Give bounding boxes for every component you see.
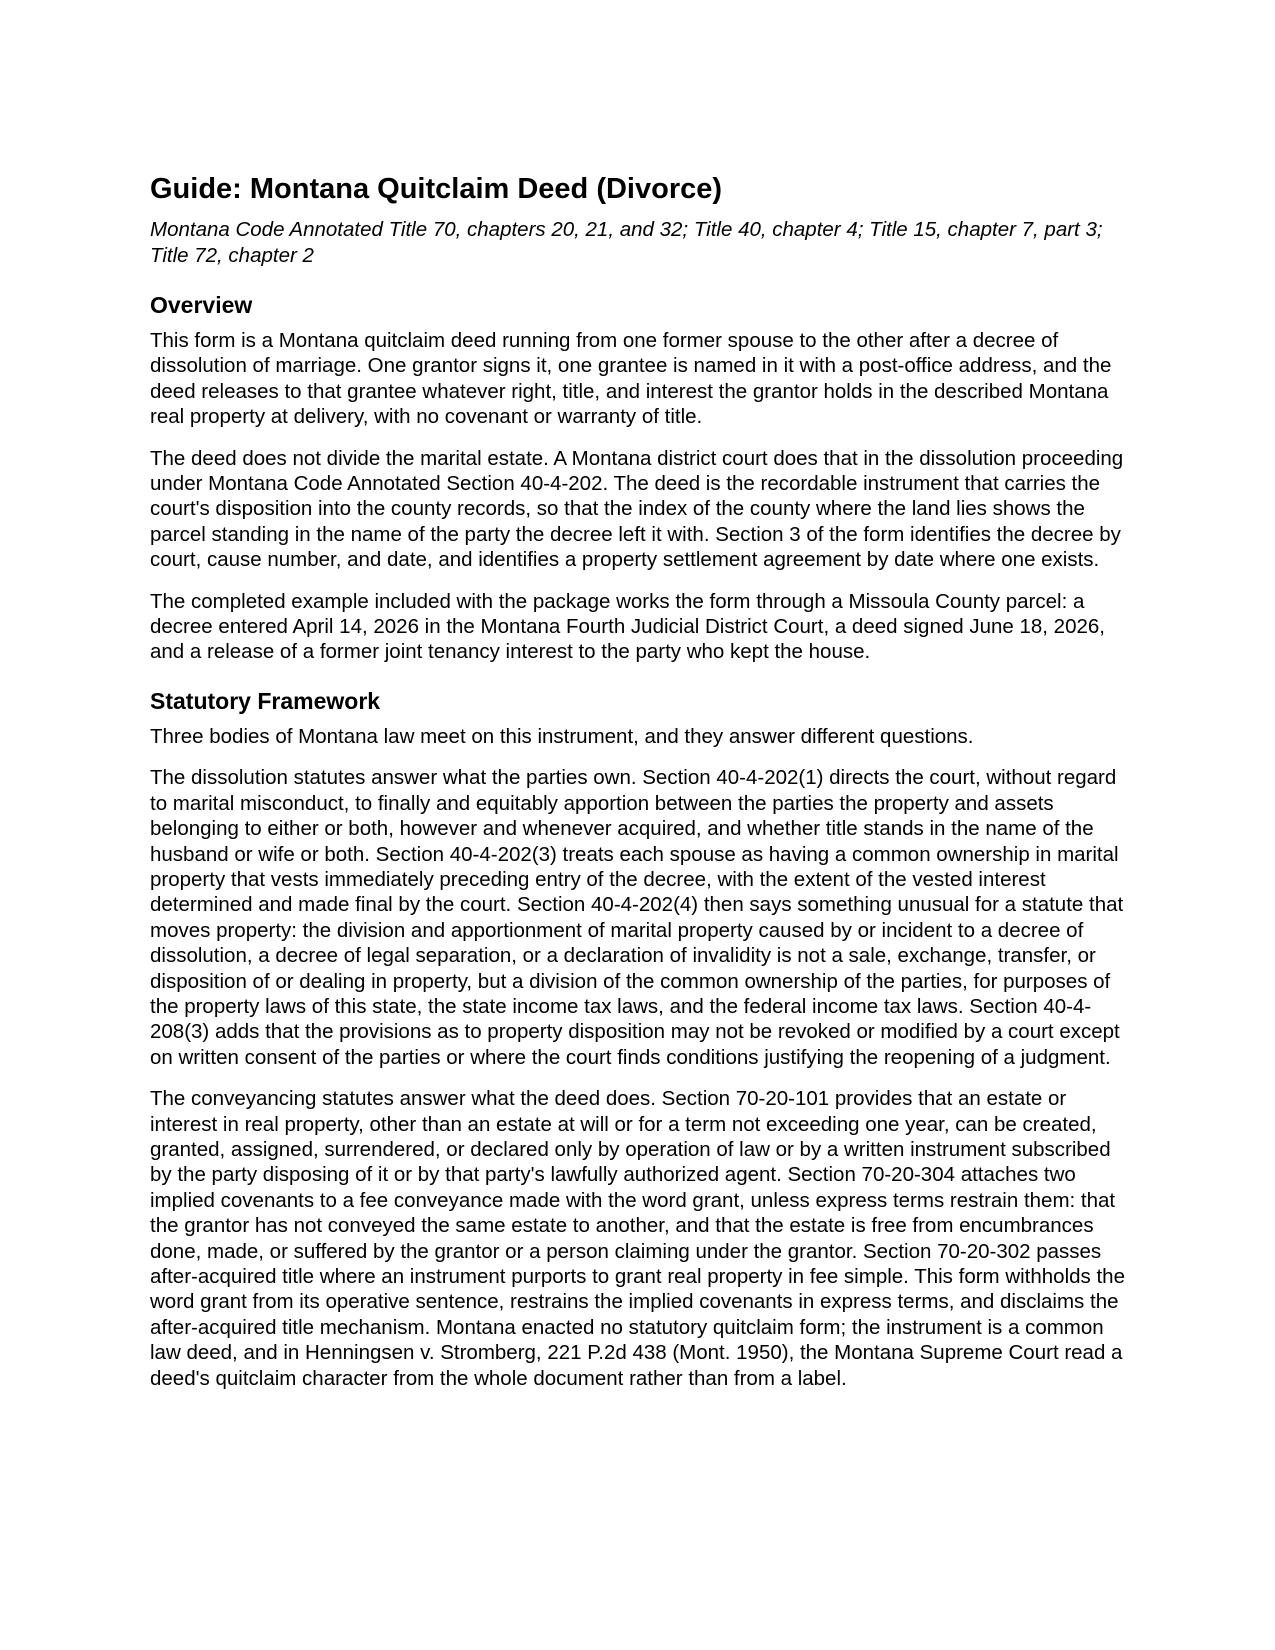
overview-paragraph-3: The completed example included with the package works the form through a Missoula County parcel: a decree entered April 14, 2026 in the Montana Fourth Judicial District Court, a deed signed June 18, 2026, and a release of a former joint tenancy interest to the party who kept the house. <box>150 589 1105 664</box>
overview-section <box>150 291 1130 665</box>
statutory-framework-paragraph-3: The conveyancing statutes answer what the deed does. Section 70-20-101 provides that an estate or interest in real property, other than an estate at will or for a term not exceeding one year, can be created, granted, assigned, surrendered, or declared only by operation of law or by a written instrument subscribed by the party disposing of it or by that party's lawfully authorized agent. Section 70-20-304 attaches two implied covenants to a fee conveyance made with the word grant, unless express terms restrain them: that the grantor has not conveyed the same estate to another, and that the estate is free from encumbrances done, made, or suffered by the grantor or a person claiming under the grantor. Section 70-20-302 passes after-acquired title where an instrument purports to grant real property in fee simple. This form withholds the word grant from its operative sentence, restrains the implied covenants in express terms, and disclaims the after-acquired title mechanism. Montana enacted no statutory quitclaim form; the instrument is a common law deed, and in Henningsen v. Stromberg, 221 P.2d 438 (Mont. 1950), the Montana Supreme Court read a deed's quitclaim character from the whole document rather than from a label. <box>150 1087 1125 1390</box>
document-page <box>150 172 1130 1407</box>
overview-heading: Overview <box>150 292 253 318</box>
document-title: Guide: Montana Quitclaim Deed (Divorce) <box>150 173 723 205</box>
statutory-framework-paragraph-1: Three bodies of Montana law meet on this instrument, and they answer different questions. <box>150 724 974 748</box>
overview-paragraph-1: This form is a Montana quitclaim deed running from one former spouse to the other after a decree of dissolution of marriage. One grantor signs it, one grantee is named in it with a post-office address, and the deed releases to that grantee whatever right, title, and interest the grantor holds in the described Montana real property at delivery, with no covenant or warranty of title. <box>150 329 1112 429</box>
statutory-framework-section <box>150 687 1130 1391</box>
statutory-citation-subtitle: Montana Code Annotated Title 70, chapters 20, 21, and 32; Title 40, chapter 4; Title 15, chapter 7, part 3; Title 72, chapter 2 <box>150 218 1103 267</box>
statutory-framework-heading: Statutory Framework <box>150 687 381 714</box>
overview-paragraph-2: The deed does not divide the marital estate. A Montana district court does that in the dissolution proceeding under Montana Code Annotated Section 40-4-202. The deed is the recordable instrument that carries the court's disposition into the county records, so that the index of the county where the land lies shows the parcel standing in the name of the party the decree left it with. Section 3 of the form identifies the decree by court, cause number, and date, and identifies a property settlement agreement by date where one exists. <box>150 446 1124 572</box>
statutory-framework-paragraph-2: The dissolution statutes answer what the parties own. Section 40-4-202(1) directs the court, without regard to marital misconduct, to finally and equitably apportion between the parties the property and assets belonging to either or both, however and whenever acquired, and whether title stands in the name of the husband or wife or both. Section 40-4-202(3) treats each spouse as having a common ownership in marital property that vests immediately preceding entry of the decree, with the extent of the vested interest determined and made final by the court. Section 40-4-202(4) then says something unusual for a statute that moves property: the division and apportionment of marital property caused by or incident to a decree of dissolution, a decree of legal separation, or a declaration of invalidity is not a sale, exchange, transfer, or disposition of or dealing in property, but a division of the common ownership of the parties, for purposes of the property laws of this state, the state income tax laws, and the federal income tax laws. Section 40-4-208(3) adds that the provisions as to property disposition may not be revoked or modified by a court except on written consent of the parties or where the court finds conditions justifying the reopening of a judgment. <box>150 766 1124 1069</box>
